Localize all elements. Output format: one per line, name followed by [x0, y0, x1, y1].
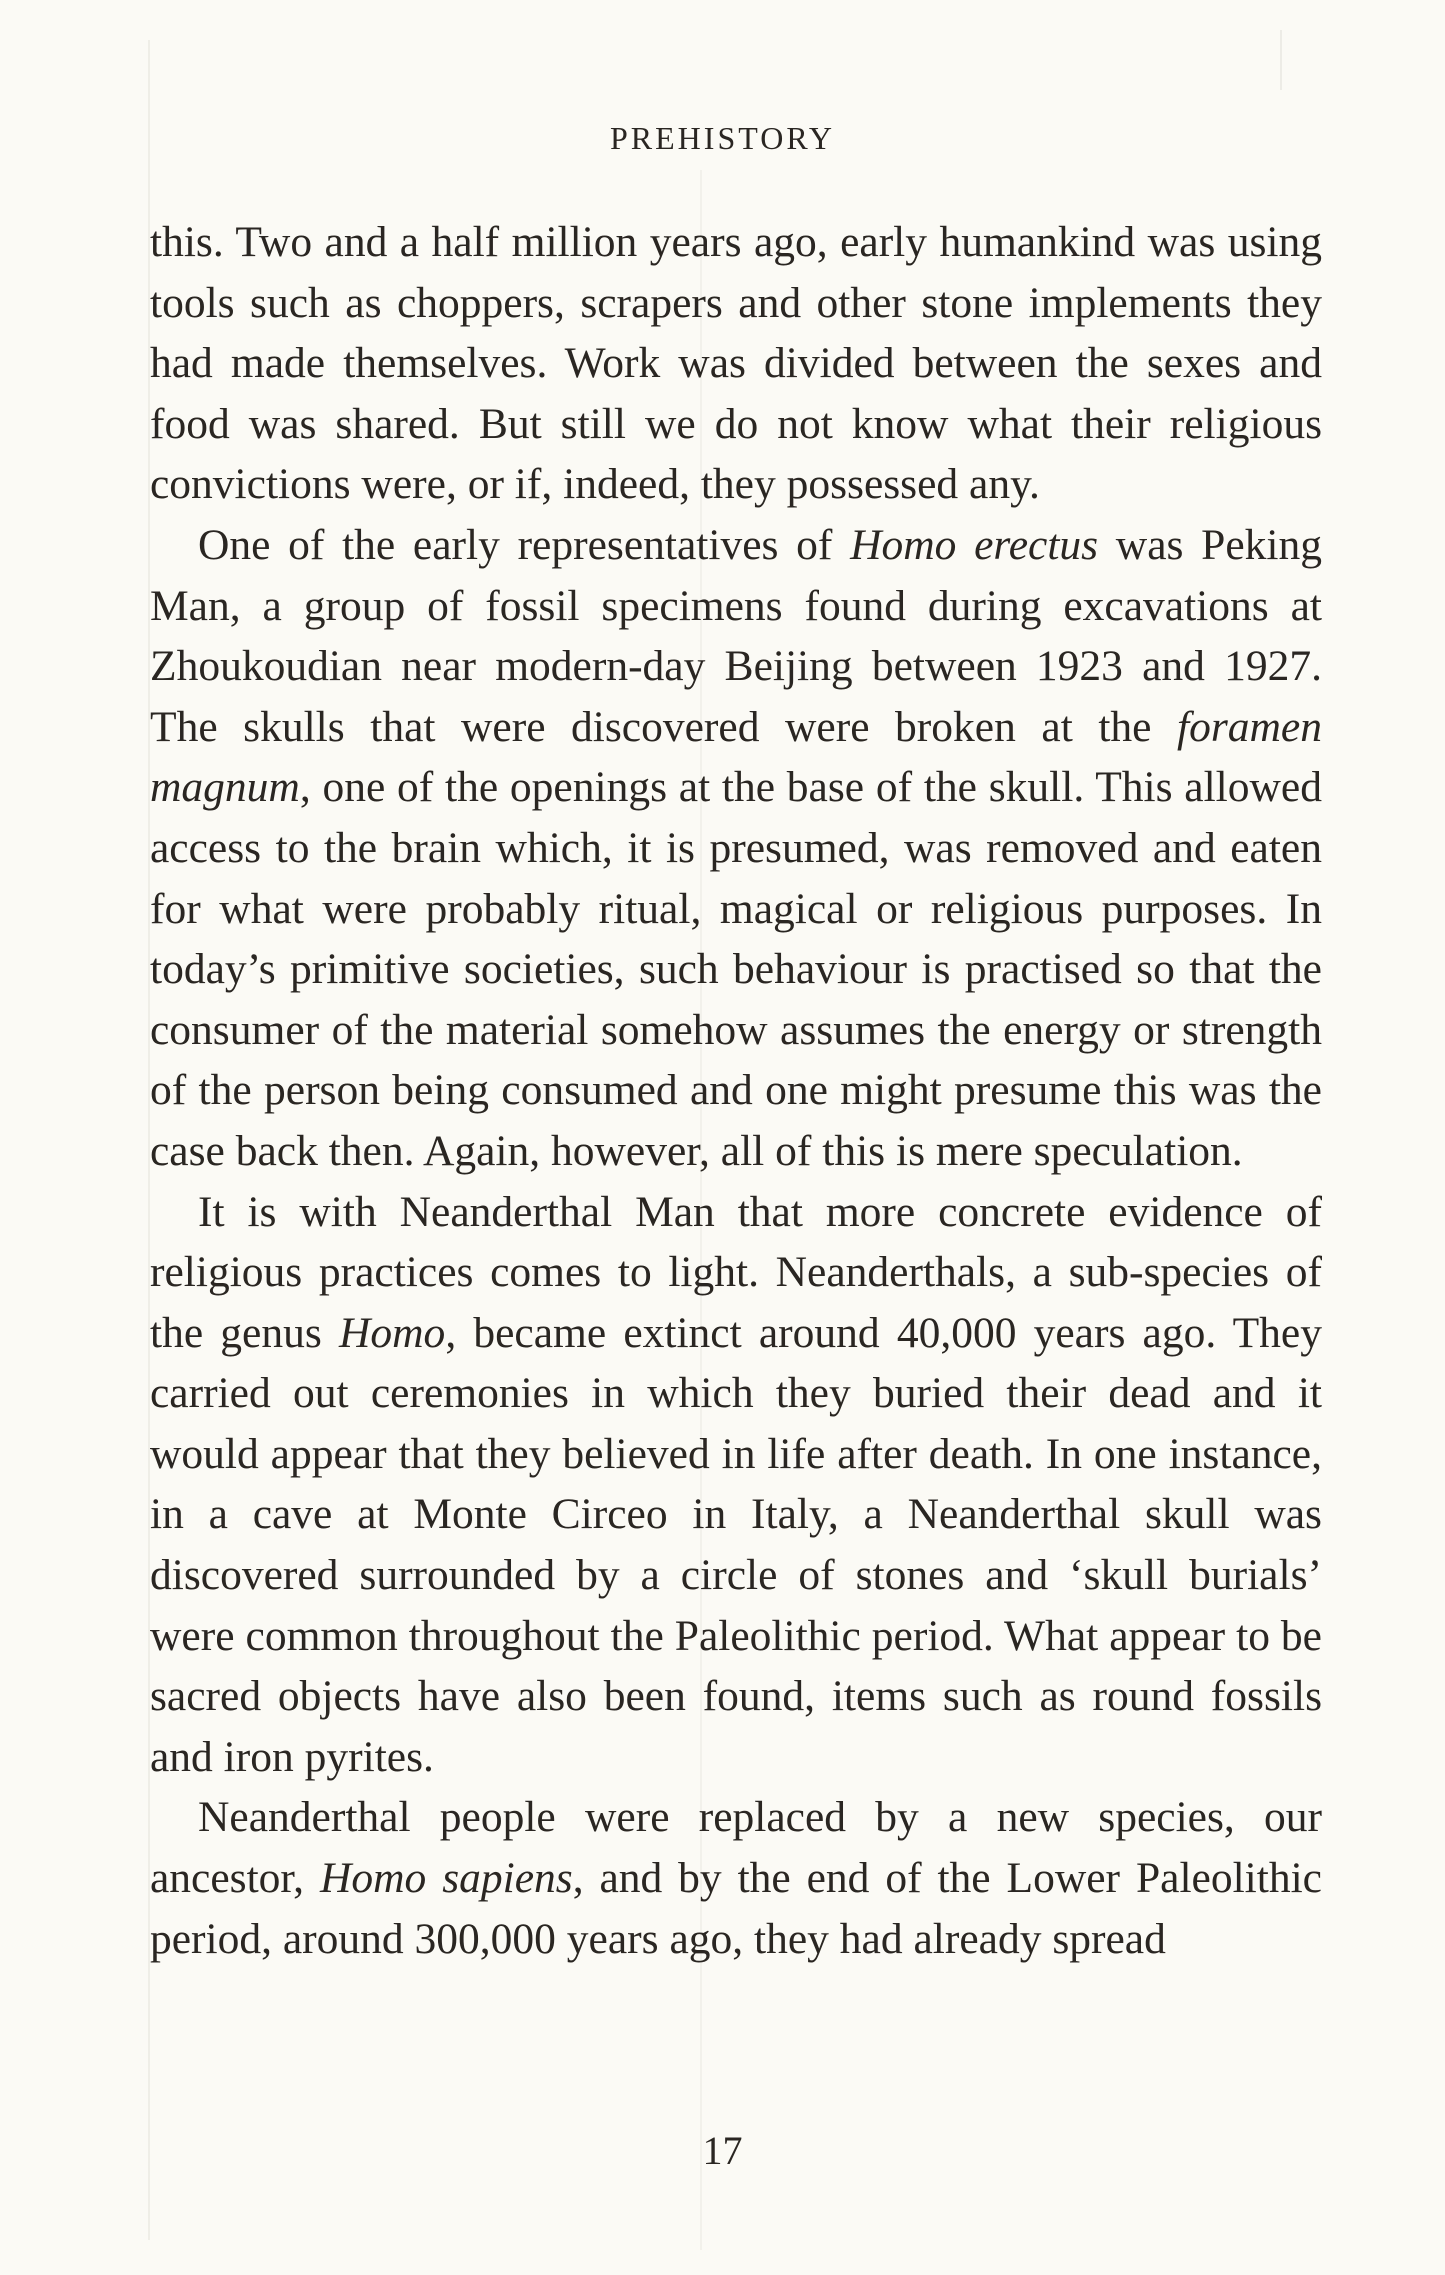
italic-term: foramen magnum: [150, 702, 1322, 812]
text-run: , and by the end of the Lower Paleolithic period, around 300,000 years ago, they had already spread: [150, 1854, 1322, 1963]
paragraph: [150, 1182, 1322, 1788]
running-head: PREHISTORY: [609, 120, 835, 156]
paragraph: [150, 515, 1322, 1182]
paragraph: [150, 1787, 1322, 1969]
body-text: [150, 212, 1322, 1969]
text-run: It is with Neanderthal Man that more concrete evidence of religious practices comes to light. Neanderthals, a sub-species of the genus: [150, 1187, 1322, 1357]
show-through-mark: [1280, 30, 1282, 90]
italic-term: Homo sapiens: [319, 1854, 573, 1903]
paragraph: [150, 212, 1322, 515]
page-number: 17: [702, 2128, 743, 2173]
italic-term: Homo erectus: [850, 520, 1099, 569]
text-run: this. Two and a half million years ago, early humankind was using tools such as choppers, scrapers and other stone implements they had made themselves. Work was divided between the sexes and food was shared. But still we do not know what their religious convictions were, or if, indeed, they possessed any.: [150, 218, 1322, 509]
text-run: , one of the openings at the base of the skull. This allowed access to the brain which, it is presumed, was removed and eaten for what were probably ritual, magical or religious purposes. In today’s primitive societies, such behaviour is practised so that the consumer of the material somehow assumes the energy or strength of the person being consumed and one might presume this was the case back then. Again, however, all of this is mere speculation.: [150, 763, 1322, 1175]
text-run: was Peking Man, a group of fossil specimens found during excavations at Zhoukoudian near modern-day Beijing between 1923 and 1927. The skulls that were discovered were broken at the: [150, 520, 1322, 751]
text-run: One of the early representatives of: [198, 520, 851, 569]
text-run: Neanderthal people were replaced by a new species, our ancestor,: [150, 1793, 1322, 1903]
italic-term: Homo: [338, 1308, 446, 1357]
text-run: , became extinct around 40,000 years ago. They carried out ceremonies in which they buried their dead and it would appear that they believed in life after death. In one instance, in a cave at Monte Circeo in Italy, a Neanderthal skull was discovered surrounded by a circle of stones and ‘skull burials’ were common throughout the Paleolithic period. What appear to be sacred objects have also been found, items such as round fossils and iron pyrites.: [150, 1308, 1322, 1781]
